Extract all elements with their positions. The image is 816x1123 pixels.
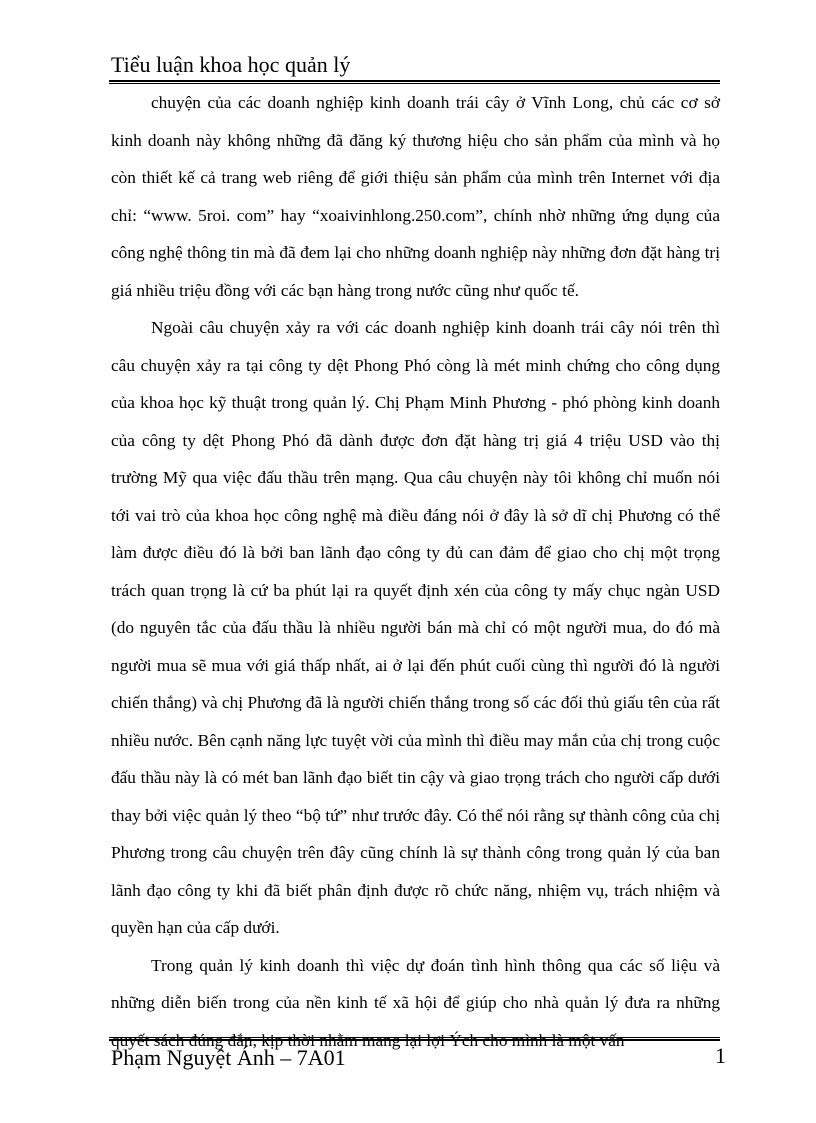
footer-divider — [109, 1037, 720, 1041]
page-header-title: Tiểu luận khoa học quản lý — [111, 52, 351, 77]
paragraph-1: chuyện của các doanh nghiệp kinh doanh trái cây ở Vĩnh Long, chủ các cơ sở kinh doanh này không những đã đăng ký thương hiệu cho sản phẩm của mình và họ còn thiết kế cả trang web riêng để giới thiệu sản phẩm của mình trên Internet với địa chỉ: “www. 5roi. com” hay “xoaivinhlong.250.com”, chính nhờ những ứng dụng của công nghệ thông tin mà đã đem lại cho những doanh nghiệp này những đơn đặt hàng trị giá nhiều triệu đồng với các bạn hàng trong nước cũng như quốc tế. — [111, 93, 720, 300]
paragraph-3: Trong quản lý kinh doanh thì việc dự đoán tình hình thông qua các số liệu và những diễn biến trong của nền kinh tế xã hội để giúp cho nhà quản lý đưa ra những quyết sách đúng đắn, kịp thời nhằm mang lại lợi Ých cho mình là một vấn — [111, 955, 720, 1050]
paragraph-2: Ngoài câu chuyện xảy ra với các doanh nghiệp kinh doanh trái cây nói trên thì câu chuyện xảy ra tại công ty dệt Phong Phó còng là mét minh chứng cho công dụng của khoa học kỹ thuật trong quản lý. Chị Phạm Minh Phương - phó phòng kinh doanh của công ty dệt Phong Phó đã dành được đơn đặt hàng trị giá 4 triệu USD vào thị trường Mỹ qua việc đấu thầu trên mạng. Qua câu chuyện này tôi không chỉ muốn nói tới vai trò của khoa học công nghệ mà điều đáng nói ở đây là sở dĩ chị Phương có thể làm được điều đó là bởi ban lãnh đạo công ty đủ can đảm để giao cho chị một trọng trách quan trọng là cứ ba phút lại ra quyết định xén của công ty mấy chục ngàn USD (do nguyên tắc của đấu thầu là nhiều người bán mà chỉ có một người mua, do đó mà người mua sẽ mua với giá thấp nhất, ai ở lại đến phút cuối cùng thì người đó là người chiến thắng) và chị Phương đã là người chiến thắng trong số các đối thủ giấu tên của rất nhiều nước. Bên cạnh năng lực tuyệt vời của mình thì điều may mắn của chị trong cuộc đấu thầu này là có mét ban lãnh đạo biết tin cậy và giao trọng trách cho người cấp dưới thay bởi việc quản lý theo “bộ tứ” như trước đây. Có thể nói rằng sự thành công của chị Phương trong câu chuyện trên đây cũng chính là sự thành công trong quản lý của ban lãnh đạo công ty khi đã biết phân định được rõ chức năng, nhiệm vụ, trách nhiệm và quyền hạn của cấp dưới. — [111, 318, 720, 937]
page-number: 1 — [715, 1043, 726, 1068]
footer-author: Phạm Nguyệt Ánh – 7A01 — [111, 1045, 346, 1070]
document-body — [111, 84, 720, 1059]
